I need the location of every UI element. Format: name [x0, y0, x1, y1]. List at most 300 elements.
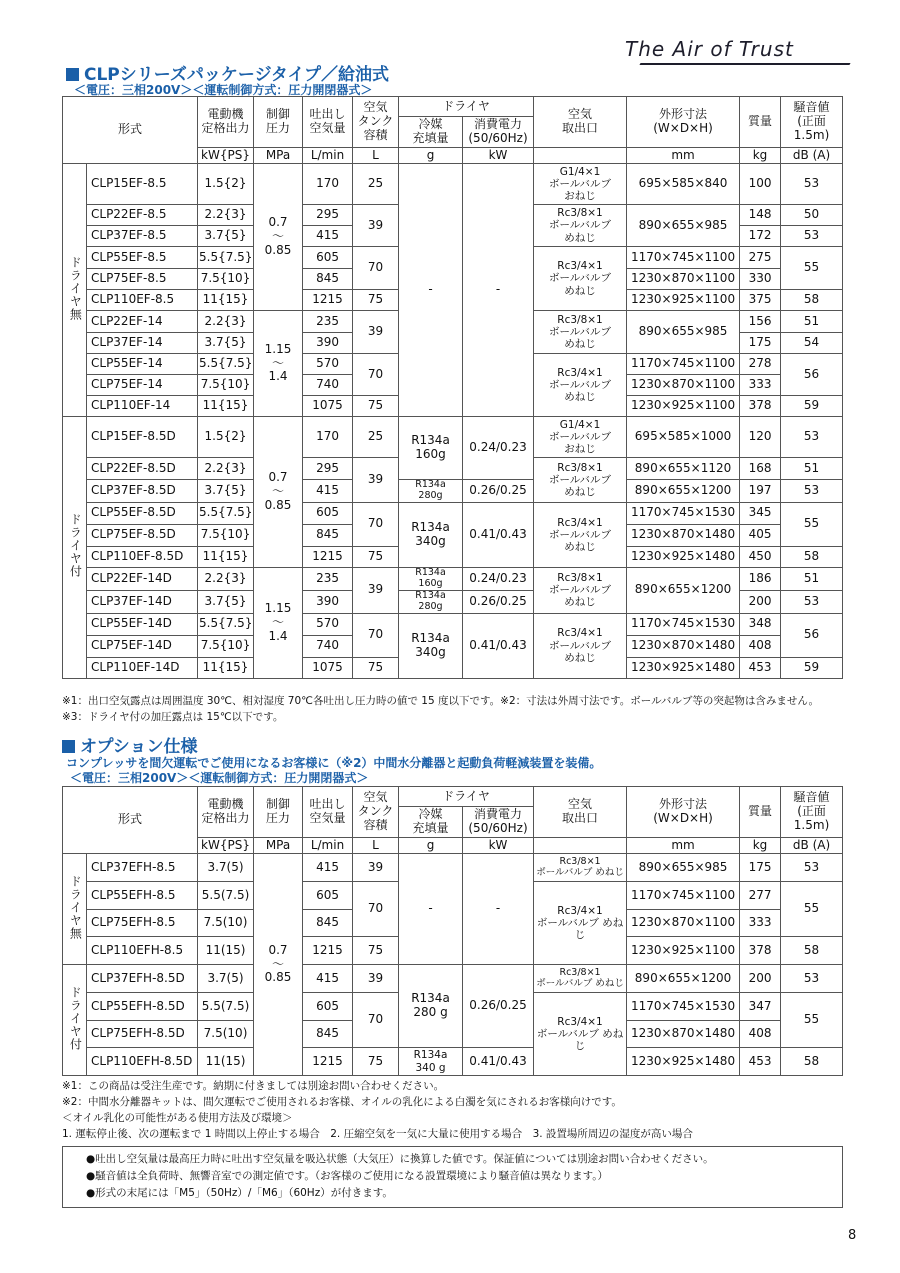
mass-cell: 348	[740, 613, 781, 635]
dims-cell: 890×655×1200	[627, 567, 740, 613]
mass-cell: 100	[740, 164, 781, 205]
dims-cell: 1230×925×1100	[627, 396, 740, 417]
section2-note-1: ※1：この商品は受注生産です。納期に付きましては別途お問い合わせください。	[62, 1080, 445, 1092]
model-cell: CLP75EFH-8.5	[87, 910, 198, 937]
unit-refrig: g	[399, 148, 463, 164]
dims-cell: 1170×745×1100	[627, 882, 740, 910]
mass-cell: 345	[740, 502, 781, 524]
model-cell: CLP55EF-8.5	[87, 247, 198, 269]
motor-cell: 11{15}	[198, 396, 254, 417]
noise-cell: 59	[781, 396, 843, 417]
table-row	[63, 502, 843, 524]
header-tank: 空気 タンク 容積	[353, 97, 399, 148]
dims-cell: 1230×925×1480	[627, 546, 740, 567]
refrig-cell: R134a 280 g	[399, 965, 463, 1048]
dims-cell: 695×585×1000	[627, 417, 740, 458]
mass-cell: 330	[740, 269, 781, 290]
table-row	[63, 567, 843, 590]
header-motor: 電動機 定格出力	[198, 787, 254, 838]
power-cell: 0.41/0.43	[463, 502, 534, 567]
table-row	[63, 164, 843, 205]
motor-cell: 11(15)	[198, 1048, 254, 1076]
noise-cell: 51	[781, 458, 843, 480]
mass-cell: 175	[740, 854, 781, 882]
brand-logo: The Air of Trust	[625, 37, 794, 61]
dims-cell: 1230×870×1480	[627, 524, 740, 546]
air-cell: 845	[303, 1021, 353, 1048]
header-dims: 外形寸法 (W×D×H)	[627, 787, 740, 838]
model-cell: CLP15EF-8.5D	[87, 417, 198, 458]
unit-power: kW	[463, 148, 534, 164]
model-cell: CLP75EF-14	[87, 375, 198, 396]
air-cell: 295	[303, 205, 353, 226]
model-cell: CLP110EFH-8.5D	[87, 1048, 198, 1076]
dims-cell: 1170×745×1530	[627, 502, 740, 524]
unit-tank: L	[353, 838, 399, 854]
mass-cell: 378	[740, 396, 781, 417]
model-cell: CLP110EF-8.5D	[87, 546, 198, 567]
air-cell: 1215	[303, 546, 353, 567]
motor-cell: 7.5{10}	[198, 635, 254, 657]
mass-cell: 277	[740, 882, 781, 910]
unit-motor: kW{PS}	[198, 838, 254, 854]
air-cell: 845	[303, 910, 353, 937]
mass-cell: 275	[740, 247, 781, 269]
air-cell: 390	[303, 333, 353, 354]
motor-cell: 5.5{7.5}	[198, 354, 254, 375]
mass-cell: 175	[740, 333, 781, 354]
header-dims: 外形寸法 (W×D×H)	[627, 97, 740, 148]
model-cell: CLP110EFH-8.5	[87, 937, 198, 965]
model-cell: CLP55EFH-8.5D	[87, 993, 198, 1021]
header-dryer: ドライヤ	[399, 787, 534, 807]
group-label-no-dryer: ドライヤ無	[63, 854, 87, 965]
tank-cell: 39	[353, 567, 399, 613]
section1-subtitle: ＜電圧：三相200V＞＜運転制御方式：圧力開閉器式＞	[74, 83, 373, 97]
table-row	[63, 480, 843, 503]
air-cell: 1215	[303, 1048, 353, 1076]
motor-cell: 11(15)	[198, 937, 254, 965]
header-dryer: ドライヤ	[399, 97, 534, 117]
mass-cell: 200	[740, 965, 781, 993]
model-cell: CLP110EF-8.5	[87, 290, 198, 311]
header-tank: 空気 タンク 容積	[353, 787, 399, 838]
refrig-cell: R134a 340g	[399, 502, 463, 567]
unit-air: L/min	[303, 838, 353, 854]
tank-cell: 70	[353, 247, 399, 290]
noise-cell: 56	[781, 354, 843, 396]
model-cell: CLP55EF-14D	[87, 613, 198, 635]
model-cell: CLP110EF-14	[87, 396, 198, 417]
air-cell: 570	[303, 354, 353, 375]
unit-air: L/min	[303, 148, 353, 164]
power-cell: 0.26/0.25	[463, 480, 534, 503]
power-cell: 0.26/0.25	[463, 965, 534, 1048]
unit-noise: dB (A)	[781, 838, 843, 854]
tank-cell: 25	[353, 417, 399, 458]
section1-note-2: ※3：ドライヤ付の加圧露点は 15℃以下です。	[62, 711, 284, 723]
section2-subtitle-1: コンプレッサを間欠運転でご使用になるお客様に（※2）中間水分離器と起動負荷軽減装置を装備。	[66, 756, 602, 770]
motor-cell: 5.5{7.5}	[198, 502, 254, 524]
dims-cell: 1230×870×1480	[627, 635, 740, 657]
dims-cell: 1230×925×1480	[627, 657, 740, 678]
dims-cell: 1230×870×1100	[627, 910, 740, 937]
dims-cell: 890×655×985	[627, 311, 740, 354]
mass-cell: 172	[740, 226, 781, 247]
motor-cell: 7.5(10)	[198, 910, 254, 937]
model-cell: CLP75EFH-8.5D	[87, 1021, 198, 1048]
unit-pressure: MPa	[254, 148, 303, 164]
motor-cell: 11{15}	[198, 657, 254, 678]
table-row	[63, 417, 843, 458]
pressure-cell: 1.15 ～ 1.4	[254, 311, 303, 417]
motor-cell: 2.2{3}	[198, 205, 254, 226]
outlet-cell: Rc3/4×1 ボールバルブ めねじ	[534, 882, 627, 965]
outlet-cell: G1/4×1 ボールバルブ おねじ	[534, 164, 627, 205]
motor-cell: 2.2{3}	[198, 567, 254, 590]
unit-refrig: g	[399, 838, 463, 854]
air-cell: 605	[303, 247, 353, 269]
model-cell: CLP75EF-8.5	[87, 269, 198, 290]
motor-cell: 3.7{5}	[198, 590, 254, 613]
outlet-cell: Rc3/8×1 ボールバルブ めねじ	[534, 205, 627, 247]
noise-cell: 55	[781, 882, 843, 937]
dims-cell: 1230×925×1100	[627, 937, 740, 965]
logo-underline	[639, 63, 850, 65]
motor-cell: 3.7(5)	[198, 854, 254, 882]
noise-cell: 55	[781, 247, 843, 290]
dims-cell: 1230×870×1100	[627, 269, 740, 290]
header-mass: 質量	[740, 787, 781, 838]
spec-table-standard	[62, 96, 843, 679]
model-cell: CLP22EF-8.5D	[87, 458, 198, 480]
tank-cell: 75	[353, 546, 399, 567]
air-cell: 390	[303, 590, 353, 613]
mass-cell: 278	[740, 354, 781, 375]
motor-cell: 5.5{7.5}	[198, 613, 254, 635]
header-pressure: 制御 圧力	[254, 97, 303, 148]
group-label-dryer: ドライヤ付	[63, 417, 87, 679]
model-cell: CLP75EF-14D	[87, 635, 198, 657]
header-power: 消費電力 (50/60Hz)	[463, 117, 534, 148]
noise-cell: 58	[781, 546, 843, 567]
air-cell: 170	[303, 164, 353, 205]
header-model: 形式	[63, 787, 198, 854]
table-row	[63, 965, 843, 993]
unit-noise: dB (A)	[781, 148, 843, 164]
power-cell: 0.24/0.23	[463, 567, 534, 590]
pressure-cell: 0.7 ～ 0.85	[254, 417, 303, 568]
air-cell: 605	[303, 882, 353, 910]
dims-cell: 1170×745×1530	[627, 993, 740, 1021]
section1-note-1: ※1：出口空気露点は周囲温度 30℃、相対湿度 70℃各吐出し圧力時の値で 15 度以下です。※2：寸法は外周寸法です。ボールバルブ等の突起物は含みません。	[62, 695, 819, 707]
noise-cell: 53	[781, 164, 843, 205]
tank-cell: 75	[353, 290, 399, 311]
noise-cell: 53	[781, 226, 843, 247]
noise-cell: 58	[781, 937, 843, 965]
air-cell: 1215	[303, 290, 353, 311]
air-cell: 235	[303, 567, 353, 590]
noise-cell: 53	[781, 965, 843, 993]
tank-cell: 75	[353, 396, 399, 417]
general-note-1: ●吐出し空気量は最高圧力時に吐出す空気量を吸込状態（大気圧）に換算した値です。保証値については別途お問い合わせください。	[86, 1153, 714, 1165]
group-label-no-dryer: ドライヤ無	[63, 164, 87, 417]
unit-motor: kW{PS}	[198, 148, 254, 164]
pressure-cell: 1.15 ～ 1.4	[254, 567, 303, 678]
model-cell: CLP55EFH-8.5	[87, 882, 198, 910]
section1-title: CLPシリーズパッケージタイプ／給油式	[66, 60, 389, 85]
model-cell: CLP22EF-14D	[87, 567, 198, 590]
model-cell: CLP55EF-14	[87, 354, 198, 375]
tank-cell: 39	[353, 458, 399, 503]
dims-cell: 1170×745×1530	[627, 613, 740, 635]
table-row	[63, 1048, 843, 1076]
general-note-3: ●形式の末尾には「M5」（50Hz）/「M6」（60Hz）が付きます。	[86, 1187, 393, 1199]
air-cell: 845	[303, 269, 353, 290]
motor-cell: 5.5{7.5}	[198, 247, 254, 269]
power-cell: -	[463, 854, 534, 965]
motor-cell: 3.7(5)	[198, 965, 254, 993]
pressure-cell: 0.7 ～ 0.85	[254, 164, 303, 311]
model-cell: CLP22EF-8.5	[87, 205, 198, 226]
mass-cell: 375	[740, 290, 781, 311]
tank-cell: 75	[353, 657, 399, 678]
noise-cell: 59	[781, 657, 843, 678]
dims-cell: 695×585×840	[627, 164, 740, 205]
refrig-cell: R134a 280g	[399, 590, 463, 613]
motor-cell: 2.2{3}	[198, 311, 254, 333]
model-cell: CLP37EF-14	[87, 333, 198, 354]
dims-cell: 1230×925×1100	[627, 290, 740, 311]
tank-cell: 39	[353, 854, 399, 882]
air-cell: 415	[303, 226, 353, 247]
section2-note-2: ※2：中間水分離器キットは、間欠運転でご使用されるお客様、オイルの乳化による白濁を気にされるお客様向けです。	[62, 1096, 622, 1108]
mass-cell: 405	[740, 524, 781, 546]
tank-cell: 39	[353, 311, 399, 354]
unit-power: kW	[463, 838, 534, 854]
unit-dims: mm	[627, 838, 740, 854]
noise-cell: 53	[781, 854, 843, 882]
motor-cell: 7.5{10}	[198, 269, 254, 290]
mass-cell: 333	[740, 910, 781, 937]
air-cell: 740	[303, 375, 353, 396]
outlet-cell: Rc3/4×1 ボールバルブ めねじ	[534, 613, 627, 678]
group-label-dryer: ドライヤ付	[63, 965, 87, 1076]
model-cell: CLP37EF-14D	[87, 590, 198, 613]
air-cell: 415	[303, 480, 353, 503]
dims-cell: 890×655×1200	[627, 480, 740, 503]
dims-cell: 1230×870×1480	[627, 1021, 740, 1048]
model-cell: CLP15EF-8.5	[87, 164, 198, 205]
tank-cell: 75	[353, 1048, 399, 1076]
motor-cell: 5.5(7.5)	[198, 882, 254, 910]
unit-tank: L	[353, 148, 399, 164]
motor-cell: 7.5{10}	[198, 375, 254, 396]
refrig-cell: R134a 280g	[399, 480, 463, 503]
unit-mass: kg	[740, 838, 781, 854]
dims-cell: 890×655×985	[627, 205, 740, 247]
header-outlet: 空気 取出口	[534, 97, 627, 148]
general-note-2: ●騒音値は全負荷時、無響音室での測定値です。（お客様のご使用になる設置環境により騒音値は異なります。）	[86, 1170, 608, 1182]
header-mass: 質量	[740, 97, 781, 148]
section2-subtitle-2: ＜電圧：三相200V＞＜運転制御方式：圧力開閉器式＞	[70, 771, 369, 785]
air-cell: 295	[303, 458, 353, 480]
noise-cell: 53	[781, 590, 843, 613]
motor-cell: 7.5{10}	[198, 524, 254, 546]
header-air: 吐出し 空気量	[303, 97, 353, 148]
model-cell: CLP37EFH-8.5D	[87, 965, 198, 993]
header-refrig: 冷媒 充填量	[399, 117, 463, 148]
outlet-cell: Rc3/8×1 ボールバルブ めねじ	[534, 567, 627, 613]
header-motor: 電動機 定格出力	[198, 97, 254, 148]
tank-cell: 70	[353, 882, 399, 937]
air-cell: 1075	[303, 396, 353, 417]
model-cell: CLP110EF-14D	[87, 657, 198, 678]
noise-cell: 50	[781, 205, 843, 226]
model-cell: CLP75EF-8.5D	[87, 524, 198, 546]
pressure-cell: 0.7 ～ 0.85	[254, 854, 303, 1076]
spec-table-option	[62, 786, 843, 1076]
header-pressure: 制御 圧力	[254, 787, 303, 838]
motor-cell: 11{15}	[198, 546, 254, 567]
noise-cell: 51	[781, 567, 843, 590]
air-cell: 605	[303, 993, 353, 1021]
mass-cell: 120	[740, 417, 781, 458]
refrig-cell: R134a 160g	[399, 417, 463, 480]
outlet-cell: Rc3/4×1 ボールバルブ めねじ	[534, 247, 627, 311]
motor-cell: 11{15}	[198, 290, 254, 311]
outlet-cell: Rc3/4×1 ボールバルブ めねじ	[534, 502, 627, 567]
model-cell: CLP37EFH-8.5	[87, 854, 198, 882]
motor-cell: 3.7{5}	[198, 480, 254, 503]
motor-cell: 7.5(10)	[198, 1021, 254, 1048]
noise-cell: 54	[781, 333, 843, 354]
unit-mass: kg	[740, 148, 781, 164]
noise-cell: 55	[781, 993, 843, 1048]
model-cell: CLP55EF-8.5D	[87, 502, 198, 524]
air-cell: 415	[303, 965, 353, 993]
noise-cell: 53	[781, 417, 843, 458]
air-cell: 1075	[303, 657, 353, 678]
table-header-row	[63, 97, 843, 117]
power-cell: -	[463, 164, 534, 417]
mass-cell: 197	[740, 480, 781, 503]
refrig-cell: R134a 340g	[399, 613, 463, 678]
mass-cell: 453	[740, 1048, 781, 1076]
air-cell: 415	[303, 854, 353, 882]
section2-title: オプション仕様	[62, 732, 197, 757]
model-cell: CLP22EF-14	[87, 311, 198, 333]
outlet-cell: G1/4×1 ボールバルブ おねじ	[534, 417, 627, 458]
noise-cell: 51	[781, 311, 843, 333]
noise-cell: 56	[781, 613, 843, 657]
outlet-cell: Rc3/8×1 ボールバルブ めねじ	[534, 458, 627, 503]
outlet-cell: Rc3/4×1 ボールバルブ めねじ	[534, 993, 627, 1076]
noise-cell: 53	[781, 480, 843, 503]
mass-cell: 378	[740, 937, 781, 965]
noise-cell: 58	[781, 290, 843, 311]
motor-cell: 5.5(7.5)	[198, 993, 254, 1021]
air-cell: 170	[303, 417, 353, 458]
motor-cell: 2.2{3}	[198, 458, 254, 480]
outlet-cell: Rc3/8×1 ボールバルブ めねじ	[534, 965, 627, 993]
mass-cell: 156	[740, 311, 781, 333]
noise-cell: 58	[781, 1048, 843, 1076]
mass-cell: 347	[740, 993, 781, 1021]
mass-cell: 186	[740, 567, 781, 590]
motor-cell: 1.5{2}	[198, 164, 254, 205]
dims-cell: 1170×745×1100	[627, 354, 740, 375]
refrig-cell: R134a 340 g	[399, 1048, 463, 1076]
table-row	[63, 613, 843, 635]
refrig-cell: R134a 160g	[399, 567, 463, 590]
mass-cell: 453	[740, 657, 781, 678]
model-cell: CLP37EF-8.5D	[87, 480, 198, 503]
tank-cell: 70	[353, 993, 399, 1048]
mass-cell: 333	[740, 375, 781, 396]
section2-note-3: ＜オイル乳化の可能性がある使用方法及び環境＞	[62, 1112, 293, 1124]
mass-cell: 408	[740, 635, 781, 657]
page-number: 8	[848, 1228, 857, 1243]
outlet-cell: Rc3/8×1 ボールバルブ めねじ	[534, 311, 627, 354]
mass-cell: 148	[740, 205, 781, 226]
tank-cell: 70	[353, 613, 399, 657]
header-air: 吐出し 空気量	[303, 787, 353, 838]
motor-cell: 3.7{5}	[198, 333, 254, 354]
air-cell: 845	[303, 524, 353, 546]
power-cell: 0.41/0.43	[463, 613, 534, 678]
mass-cell: 408	[740, 1021, 781, 1048]
mass-cell: 200	[740, 590, 781, 613]
tank-cell: 70	[353, 354, 399, 396]
tank-cell: 70	[353, 502, 399, 546]
outlet-cell: Rc3/4×1 ボールバルブ めねじ	[534, 354, 627, 417]
power-cell: 0.24/0.23	[463, 417, 534, 480]
header-refrig: 冷媒 充填量	[399, 807, 463, 838]
dims-cell: 890×655×1200	[627, 965, 740, 993]
table-row	[63, 854, 843, 882]
tank-cell: 39	[353, 205, 399, 247]
header-model: 形式	[63, 97, 198, 164]
refrig-cell: -	[399, 164, 463, 417]
outlet-cell: Rc3/8×1 ボールバルブ めねじ	[534, 854, 627, 882]
power-cell: 0.41/0.43	[463, 1048, 534, 1076]
header-noise: 騒音値 (正面 1.5m)	[781, 787, 843, 838]
motor-cell: 3.7{5}	[198, 226, 254, 247]
mass-cell: 450	[740, 546, 781, 567]
dims-cell: 1170×745×1100	[627, 247, 740, 269]
refrig-cell: -	[399, 854, 463, 965]
mass-cell: 168	[740, 458, 781, 480]
power-cell: 0.26/0.25	[463, 590, 534, 613]
air-cell: 1215	[303, 937, 353, 965]
section2-note-4: 1. 運転停止後、次の運転まで 1 時間以上停止する場合 2. 圧縮空気を一気に大量に使用する場合 3. 設置場所周辺の湿度が高い場合	[62, 1128, 693, 1140]
tank-cell: 75	[353, 937, 399, 965]
dims-cell: 890×655×985	[627, 854, 740, 882]
header-power: 消費電力 (50/60Hz)	[463, 807, 534, 838]
noise-cell: 55	[781, 502, 843, 546]
air-cell: 605	[303, 502, 353, 524]
air-cell: 235	[303, 311, 353, 333]
air-cell: 570	[303, 613, 353, 635]
air-cell: 740	[303, 635, 353, 657]
unit-pressure: MPa	[254, 838, 303, 854]
model-cell: CLP37EF-8.5	[87, 226, 198, 247]
header-noise: 騒音値 (正面 1.5m)	[781, 97, 843, 148]
tank-cell: 39	[353, 965, 399, 993]
dims-cell: 1230×870×1100	[627, 375, 740, 396]
header-outlet: 空気 取出口	[534, 787, 627, 838]
